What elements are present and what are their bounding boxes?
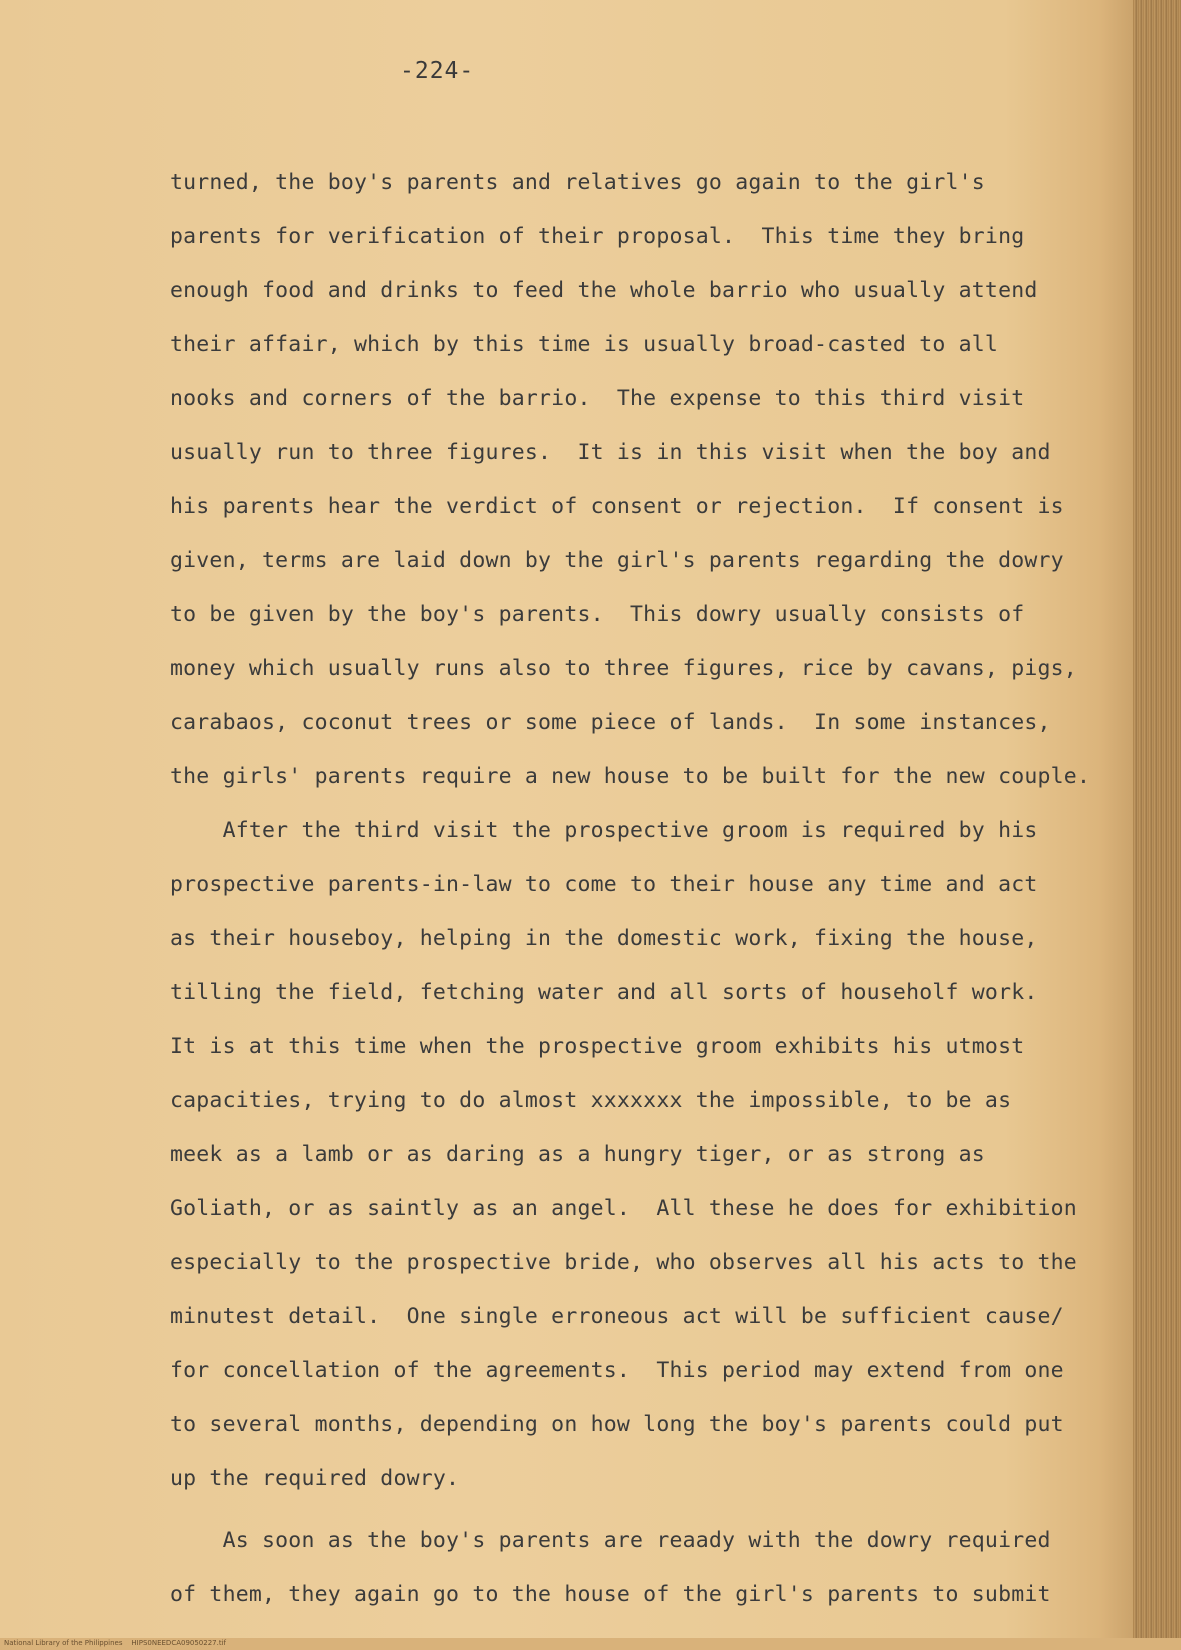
- text-line: up the required dowry.: [170, 1466, 460, 1491]
- text-line: turned, the boy's parents and relatives go again to the girl's: [170, 170, 985, 195]
- page-number: -224-: [400, 58, 475, 84]
- text-line: as their houseboy, helping in the domestic work, fixing the house,: [170, 926, 1038, 951]
- text-line: especially to the prospective bride, who observes all his acts to the: [170, 1250, 1077, 1275]
- text-line: carabaos, coconut trees or some piece of lands. In some instances,: [170, 710, 1051, 735]
- text-line: As soon as the boy's parents are reaady with the dowry required: [170, 1528, 1051, 1553]
- book-page-edges: [1133, 0, 1181, 1650]
- text-line: given, terms are laid down by the girl's parents regarding the dowry: [170, 548, 1064, 573]
- text-line: their affair, which by this time is usually broad-casted to all: [170, 332, 999, 357]
- text-line: the girls' parents require a new house to be built for the new couple.: [170, 764, 1091, 789]
- text-line: to several months, depending on how long the boy's parents could put: [170, 1412, 1064, 1437]
- text-line: his parents hear the verdict of consent or rejection. If consent is: [170, 494, 1064, 519]
- text-line: prospective parents-in-law to come to their house any time and act: [170, 872, 1038, 897]
- text-line: enough food and drinks to feed the whole barrio who usually attend: [170, 278, 1038, 303]
- text-line: of them, they again go to the house of the girl's parents to submit: [170, 1582, 1051, 1607]
- text-line: After the third visit the prospective groom is required by his: [170, 818, 1038, 843]
- text-line: minutest detail. One single erroneous act will be sufficient cause/: [170, 1304, 1064, 1329]
- text-line: usually run to three figures. It is in this visit when the boy and: [170, 440, 1051, 465]
- scan-footer: National Library of the Philippines HIPS0NEEDCA09050227.tif: [4, 1639, 226, 1647]
- text-line: nooks and corners of the barrio. The expense to this third visit: [170, 386, 1025, 411]
- text-line: Goliath, or as saintly as an angel. All these he does for exhibition: [170, 1196, 1077, 1221]
- text-line: parents for verification of their proposal. This time they bring: [170, 224, 1025, 249]
- text-line: to be given by the boy's parents. This dowry usually consists of: [170, 602, 1025, 627]
- text-line: tilling the field, fetching water and all sorts of householf work.: [170, 980, 1038, 1005]
- text-line: meek as a lamb or as daring as a hungry tiger, or as strong as: [170, 1142, 985, 1167]
- text-line: capacities, trying to do almost xxxxxxx the impossible, to be as: [170, 1088, 1012, 1113]
- text-line: money which usually runs also to three figures, rice by cavans, pigs,: [170, 656, 1077, 681]
- text-line: It is at this time when the prospective groom exhibits his utmost: [170, 1034, 1025, 1059]
- text-line: for concellation of the agreements. This period may extend from one: [170, 1358, 1064, 1383]
